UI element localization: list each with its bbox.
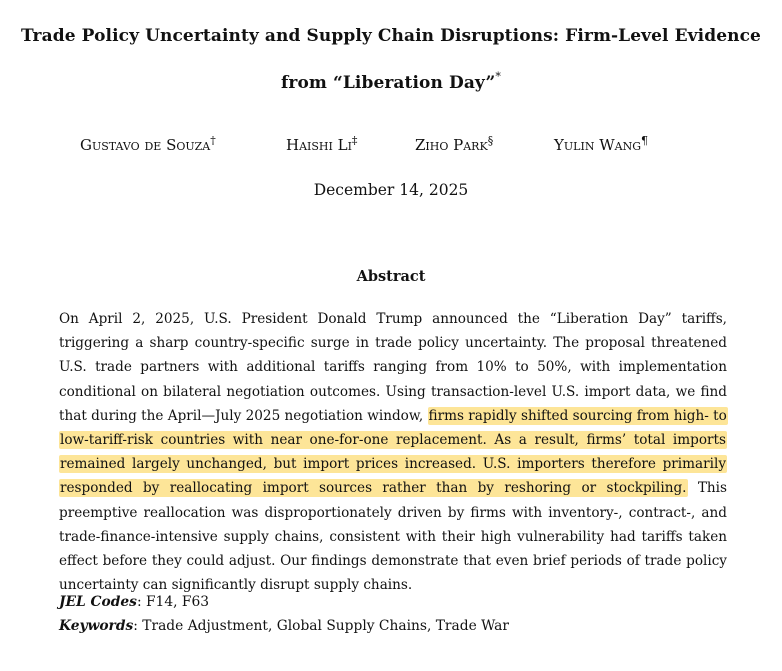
author-2 [286, 134, 357, 154]
paper-date: December 14, 2025 [313, 181, 469, 199]
keywords-label: Keywords [59, 618, 134, 634]
author-name: Gustavo de Souza [80, 136, 211, 154]
jel-codes [59, 594, 209, 610]
author-footnote-mark[interactable]: † [210, 134, 216, 147]
author-name: Haishi Li [286, 136, 352, 154]
jel-codes-label: JEL Codes [59, 594, 137, 610]
title-footnote-mark[interactable]: * [495, 70, 502, 83]
author-footnote-mark[interactable]: ‡ [351, 134, 358, 147]
keywords-value: : Trade Adjustment, Global Supply Chains, Trade War [133, 618, 509, 634]
abstract-part-2: This preemptive reallocation was disproportionately driven by firms with inventory-, contract-, and trade-finance-intensive supply chains, consistent with their high vulnerability had tariffs taken effect before they could adjust. Our findings demonstrate that even brief periods of trade policy uncertainty can significantly disrupt supply chains. [59, 480, 728, 594]
keywords [59, 618, 509, 634]
author-4 [554, 134, 648, 154]
author-list [0, 134, 782, 158]
paper-title-line-2 [20, 70, 762, 93]
author-footnote-mark[interactable]: § [487, 134, 494, 147]
paper-title-line-1: Trade Policy Uncertainty and Supply Chain Disruptions: Firm-Level Evidence [21, 26, 761, 46]
author-name: Yulin Wang [554, 136, 641, 154]
jel-codes-value: : F14, F63 [136, 594, 210, 610]
paper-title-text: from “Liberation Day” [280, 73, 496, 93]
abstract-part-1: On April 2, 2025, U.S. President Donald Trump announced the “Liberation Day” tariffs, triggering a sharp country-specific surge in trade policy uncertainty. The proposal threatened U.S. trade partners with additional tariffs ranging from 10% to 50%, with implementation conditional on bilateral negotiation outcomes. Using transaction-level U.S. import data, we find that during the April—July 2025 negotiation window, [59, 311, 727, 424]
abstract-text [59, 307, 727, 597]
author-3 [415, 134, 493, 154]
abstract-heading: Abstract [356, 268, 426, 285]
author-footnote-mark[interactable]: ¶ [641, 134, 648, 147]
author-1 [80, 134, 216, 154]
abstract-highlighted-passage: firms rapidly shifted sourcing from high- to low-tariff-risk countries with near one-for-one replacement. As a result, firms’ total imports remained largely unchanged, but import prices increased. U.S. importers therefore primarily responded by reallocating import sources rather than by reshoring or stockpiling. [60, 407, 727, 497]
author-name: Ziho Park [415, 136, 488, 154]
